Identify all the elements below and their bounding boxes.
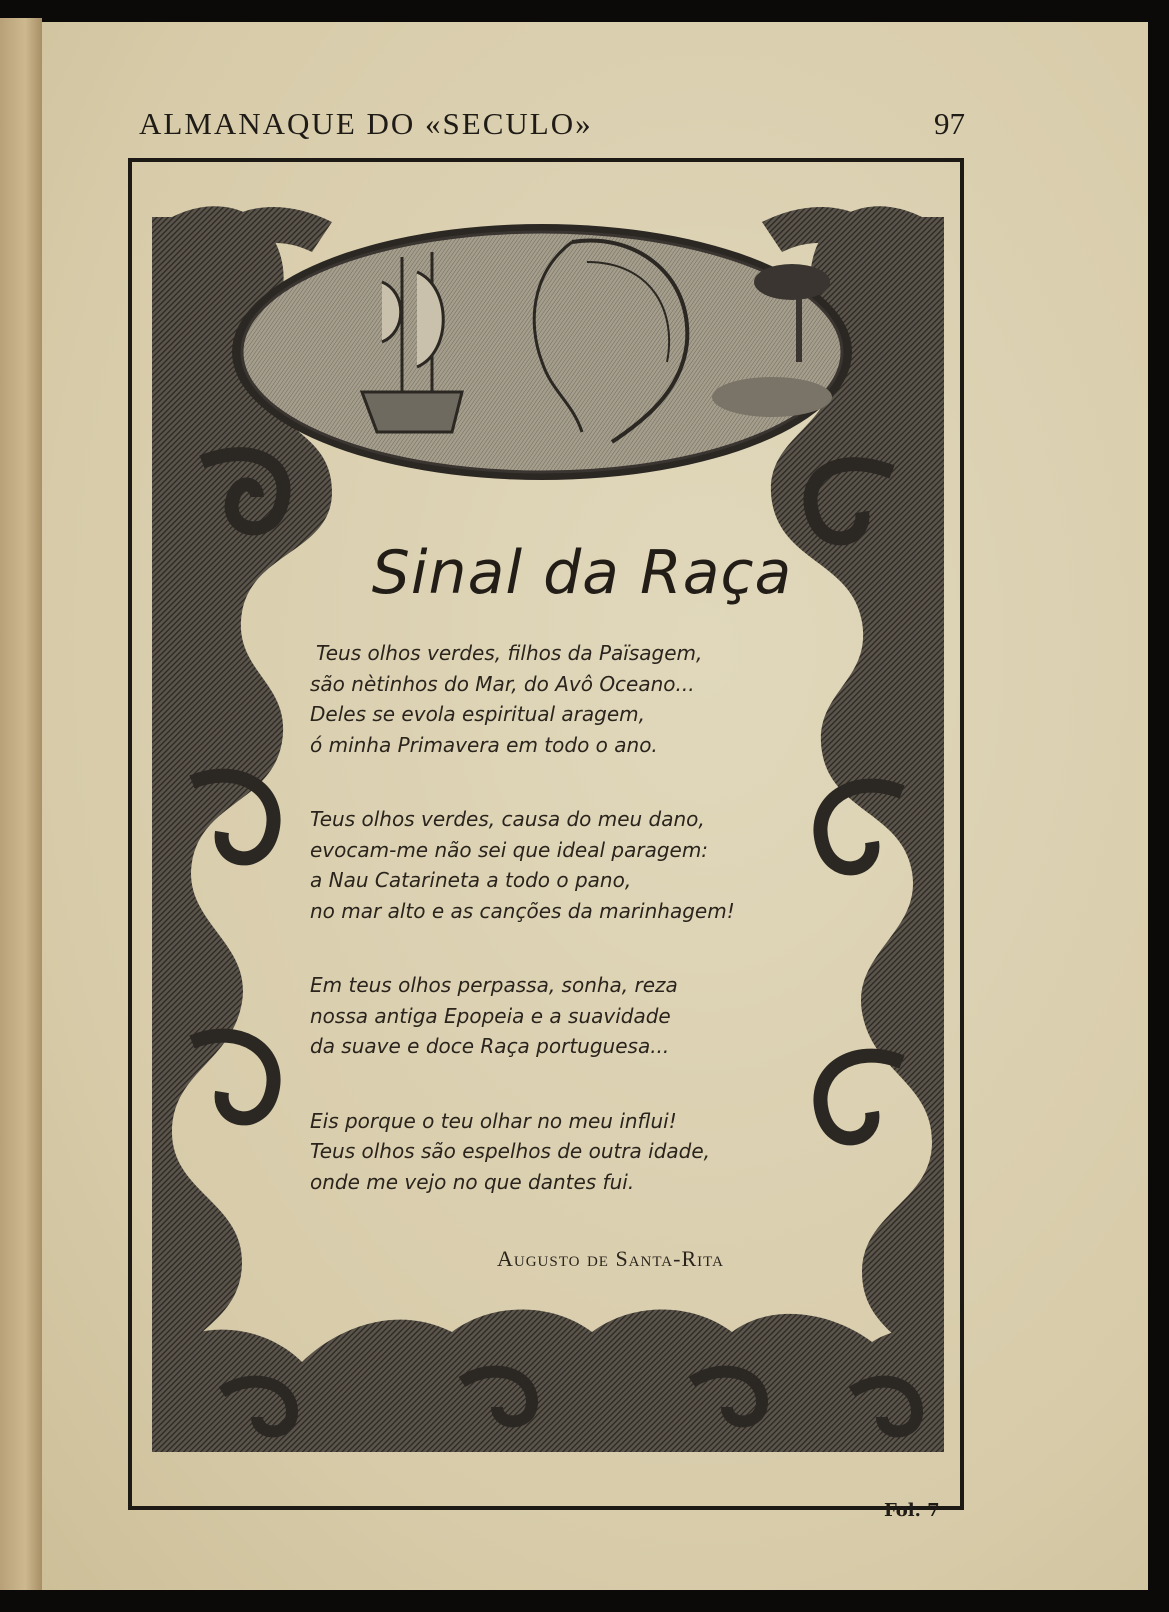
verse-line: da suave e doce Raça portuguesa...: [310, 1034, 670, 1058]
verse-line: ó minha Primavera em todo o ano.: [310, 732, 658, 757]
verse-line: Teus olhos verdes, causa do meu dano,: [310, 807, 705, 831]
verse-line: nossa antiga Epopeia e a suavidade: [310, 1003, 671, 1028]
signature-mark: Fol. 7: [884, 1500, 940, 1521]
verse-line: Teus olhos são espelhos de outra idade,: [310, 1139, 711, 1163]
stanza: [310, 804, 830, 926]
verse-line: são nètinhos do Mar, do Avô Oceano...: [310, 671, 695, 696]
book-page: [42, 22, 1148, 1590]
poem-author: Augusto de Santa-Rita: [497, 1246, 724, 1271]
verse-line: no mar alto e as canções da marinhagem!: [310, 898, 735, 923]
verse-line: a Nau Catarineta a todo o pano,: [310, 868, 632, 892]
stanza: [310, 1106, 830, 1198]
oval-vignette-illustration: [232, 224, 852, 480]
poem-body: [310, 638, 830, 1241]
facing-page-edge: [0, 18, 42, 1590]
stanza: [310, 638, 830, 760]
verse-line: Teus olhos verdes, filhos da Païsagem,: [316, 641, 703, 665]
verse-line: Em teus olhos perpassa, sonha, reza: [310, 973, 678, 997]
running-head: [139, 106, 965, 152]
poem-title: Sinal da Raça: [371, 538, 793, 608]
verse-line: Eis porque o teu olhar no meu influi!: [310, 1108, 677, 1133]
bottom-scroll-band: [152, 1310, 944, 1453]
verse-line: evocam-me não sei que ideal paragem:: [310, 837, 709, 862]
almanac-title: ALMANAQUE DO «SECULO»: [139, 106, 593, 141]
stanza: [310, 970, 830, 1062]
verse-line: onde me vejo no que dantes fui.: [310, 1169, 635, 1194]
page-number: 97: [934, 106, 965, 141]
verse-line: Deles se evola espiritual aragem,: [310, 702, 645, 726]
